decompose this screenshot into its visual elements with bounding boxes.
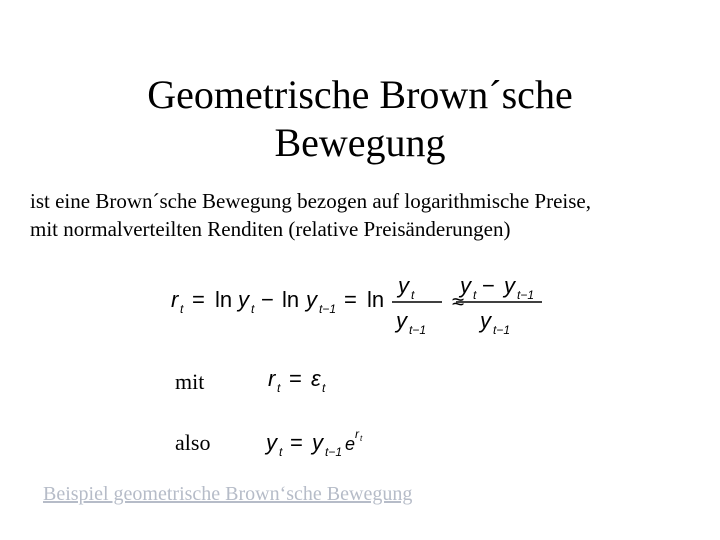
formula-y-2: y	[306, 287, 317, 312]
formula-epsilon: ε	[311, 366, 321, 391]
formula-y-2: y	[312, 430, 323, 455]
epsilon-formula	[258, 360, 348, 400]
formula-exp-r: r	[355, 427, 359, 441]
fraction2-denominator-t: t−1	[493, 323, 511, 337]
label-also: also	[175, 430, 211, 455]
formula-ln-3: ln	[367, 287, 385, 312]
return-formula	[160, 268, 550, 340]
intro-text	[30, 187, 700, 243]
fraction1-numerator-y: y	[398, 273, 409, 298]
epsilon-formula-svg	[258, 360, 348, 400]
price-formula	[258, 420, 388, 464]
fraction2-denominator-y: y	[480, 308, 491, 333]
formula-sub-t: t	[180, 302, 184, 316]
price-formula-svg	[258, 420, 388, 464]
fraction2-numerator-t: t	[473, 288, 477, 302]
title-line-1: Geometrische Brown´sche	[147, 71, 573, 117]
title-line-2: Bewegung	[274, 119, 446, 165]
formula-sub-t-1: t	[251, 302, 255, 316]
formula-eq: =	[289, 366, 302, 391]
slide-title	[60, 71, 660, 167]
formula-y-1: y	[238, 287, 249, 312]
formula-minus-1: −	[261, 287, 274, 312]
formula-r: r	[268, 366, 276, 391]
fraction2-numerator-y-1: y	[460, 273, 471, 298]
formula-approx: ≈	[452, 289, 465, 314]
formula-sub-t-epsilon: t	[322, 381, 326, 395]
fraction2-numerator-t-minus-1: t−1	[517, 288, 535, 302]
formula-sub-t: t	[277, 381, 281, 395]
fraction2-minus: −	[482, 273, 495, 298]
example-link[interactable]: Beispiel geometrische Brown‘sche Bewegung	[43, 483, 413, 505]
intro-line-2: mit normalverteilten Renditen (relative Preisänderungen)	[30, 217, 511, 241]
formula-exp-sub-t: t	[360, 434, 363, 443]
formula-sub-t-minus-1: t−1	[319, 302, 337, 316]
formula-ln-1: ln	[215, 287, 233, 312]
fraction1-denominator-t: t−1	[409, 323, 427, 337]
return-formula-svg	[160, 268, 550, 340]
formula-sub-t-minus-1: t−1	[325, 445, 343, 459]
formula-eq: =	[290, 430, 303, 455]
fraction2-numerator-y-2: y	[504, 273, 515, 298]
formula-e: e	[345, 434, 356, 454]
fraction1-numerator-t: t	[411, 288, 415, 302]
formula-r: r	[171, 287, 179, 312]
formula-sub-t: t	[279, 445, 283, 459]
formula-eq-2: =	[344, 287, 357, 312]
formula-eq-1: =	[192, 287, 205, 312]
formula-ln-2: ln	[282, 287, 300, 312]
formula-y-1: y	[266, 430, 277, 455]
fraction1-denominator-y: y	[396, 308, 407, 333]
label-mit: mit	[175, 369, 205, 394]
intro-line-1: ist eine Brown´sche Bewegung bezogen auf logarithmische Preise,	[30, 189, 592, 213]
